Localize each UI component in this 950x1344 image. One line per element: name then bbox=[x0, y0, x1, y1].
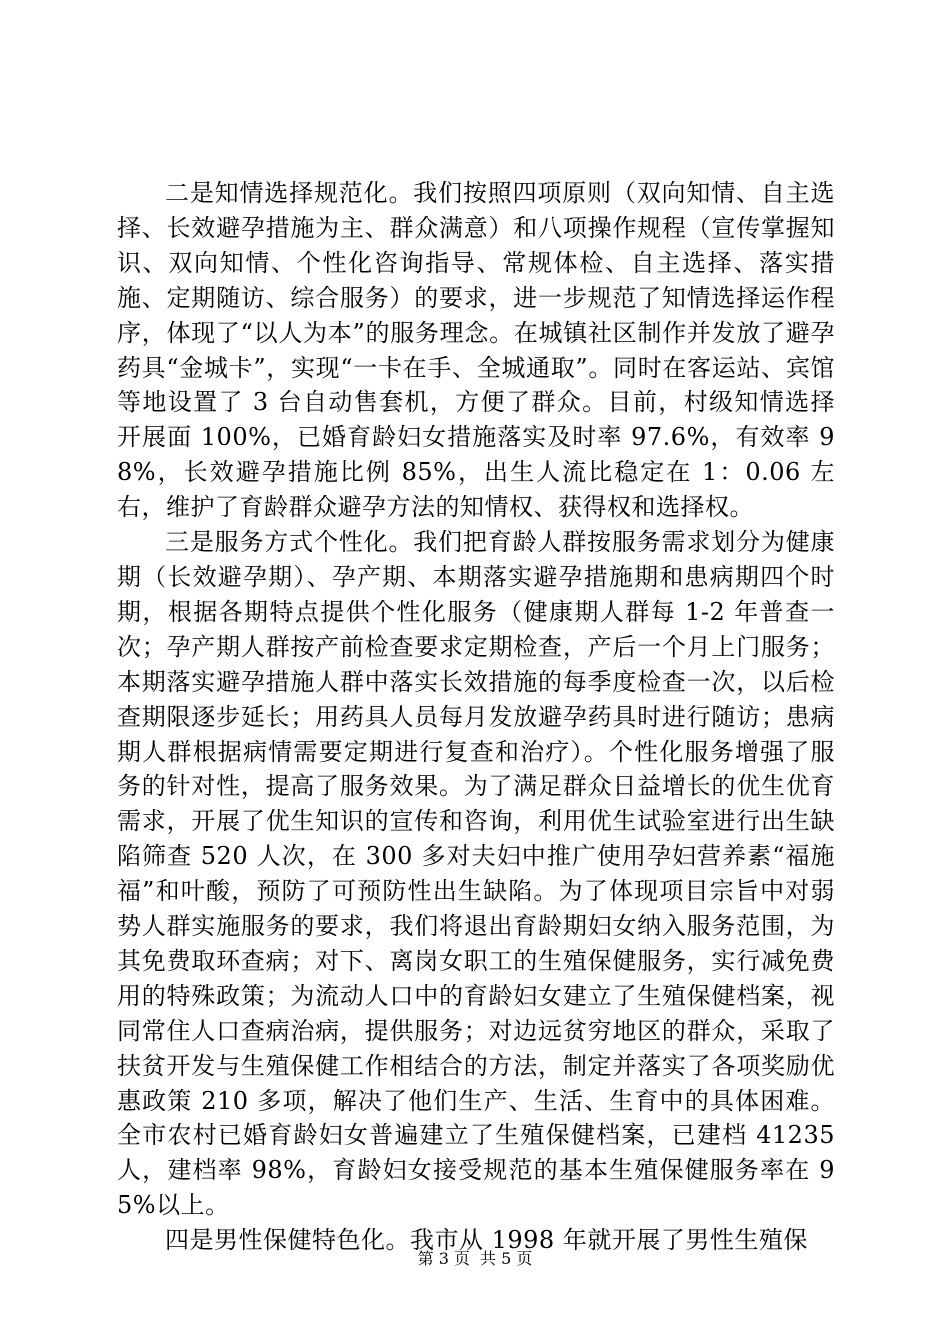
paragraph-personalized-service: 三是服务方式个性化。我们把育龄人群按服务需求划分为健康期（长效避孕期）、孕产期、本期落实避孕措施期和患病期四个时期，根据各期特点提供个性化服务（健康期人群每 1-2 年普查一次；孕产期人群按产前检查要求定期检查，产后一个月上门服务；本期落实避孕措施人群中落实长效措施的每季度检查一次，以后检查期限逐步延长；用药具人员每月发放避孕药具时进行随访；患病期人群根据病情需要定期进行复查和治疗）。个性化服务增强了服务的针对性，提高了服务效果。为了满足群众日益增长的优生优育需求，开展了优生知识的宣传和咨询，利用优生试验室进行出生缺陷筛查 520 人次，在 300 多对夫妇中推广使用孕妇营养素“福施福”和叶酸，预防了可预防性出生缺陷。为了体现项目宗旨中对弱势人群实施服务的要求，我们将退出育龄期妇女纳入服务范围，为其免费取环查病；对下、离岗女职工的生殖保健服务，实行减免费用的特殊政策；为流动人口中的育龄妇女建立了生殖保健档案，视同常住人口查病治病，提供服务；对边远贫穷地区的群众，采取了扶贫开发与生殖保健工作相结合的方法，制定并落实了各项奖励优惠政策 210 多项，解决了他们生产、生活、生育中的具体困难。全市农村已婚育龄妇女普遍建立了生殖保健档案，已建档 41235 人，建档率 98%，育龄妇女接受规范的基本生殖保健服务率在 95%以上。 bbox=[117, 528, 835, 1220]
page-total: 共 5 页 bbox=[480, 1249, 533, 1268]
page-number: 第 3 页 bbox=[417, 1249, 470, 1268]
paragraph-male-health: 四是男性保健特色化。我市从 1998 年就开展了男性生殖保 bbox=[165, 1226, 808, 1255]
document-body bbox=[117, 176, 835, 1258]
page-footer bbox=[0, 1249, 950, 1269]
paragraph-informed-choice: 二是知情选择规范化。我们按照四项原则（双向知情、自主选择、长效避孕措施为主、群众满意）和八项操作规程（宣传掌握知识、双向知情、个性化咨询指导、常规体检、自主选择、落实措施、定期随访、综合服务）的要求，进一步规范了知情选择运作程序，体现了“以人为本”的服务理念。在城镇社区制作并发放了避孕药具“金城卡”，实现“一卡在手、全城通取”。同时在客运站、宾馆等地设置了 3 台自动售套机，方便了群众。目前，村级知情选择开展面 100%，已婚育龄妇女措施落实及时率 97.6%，有效率 98%，长效避孕措施比例 85%，出生人流比稳定在 1：0.06 左右，维护了育龄群众避孕方法的知情权、获得权和选择权。 bbox=[117, 179, 835, 522]
